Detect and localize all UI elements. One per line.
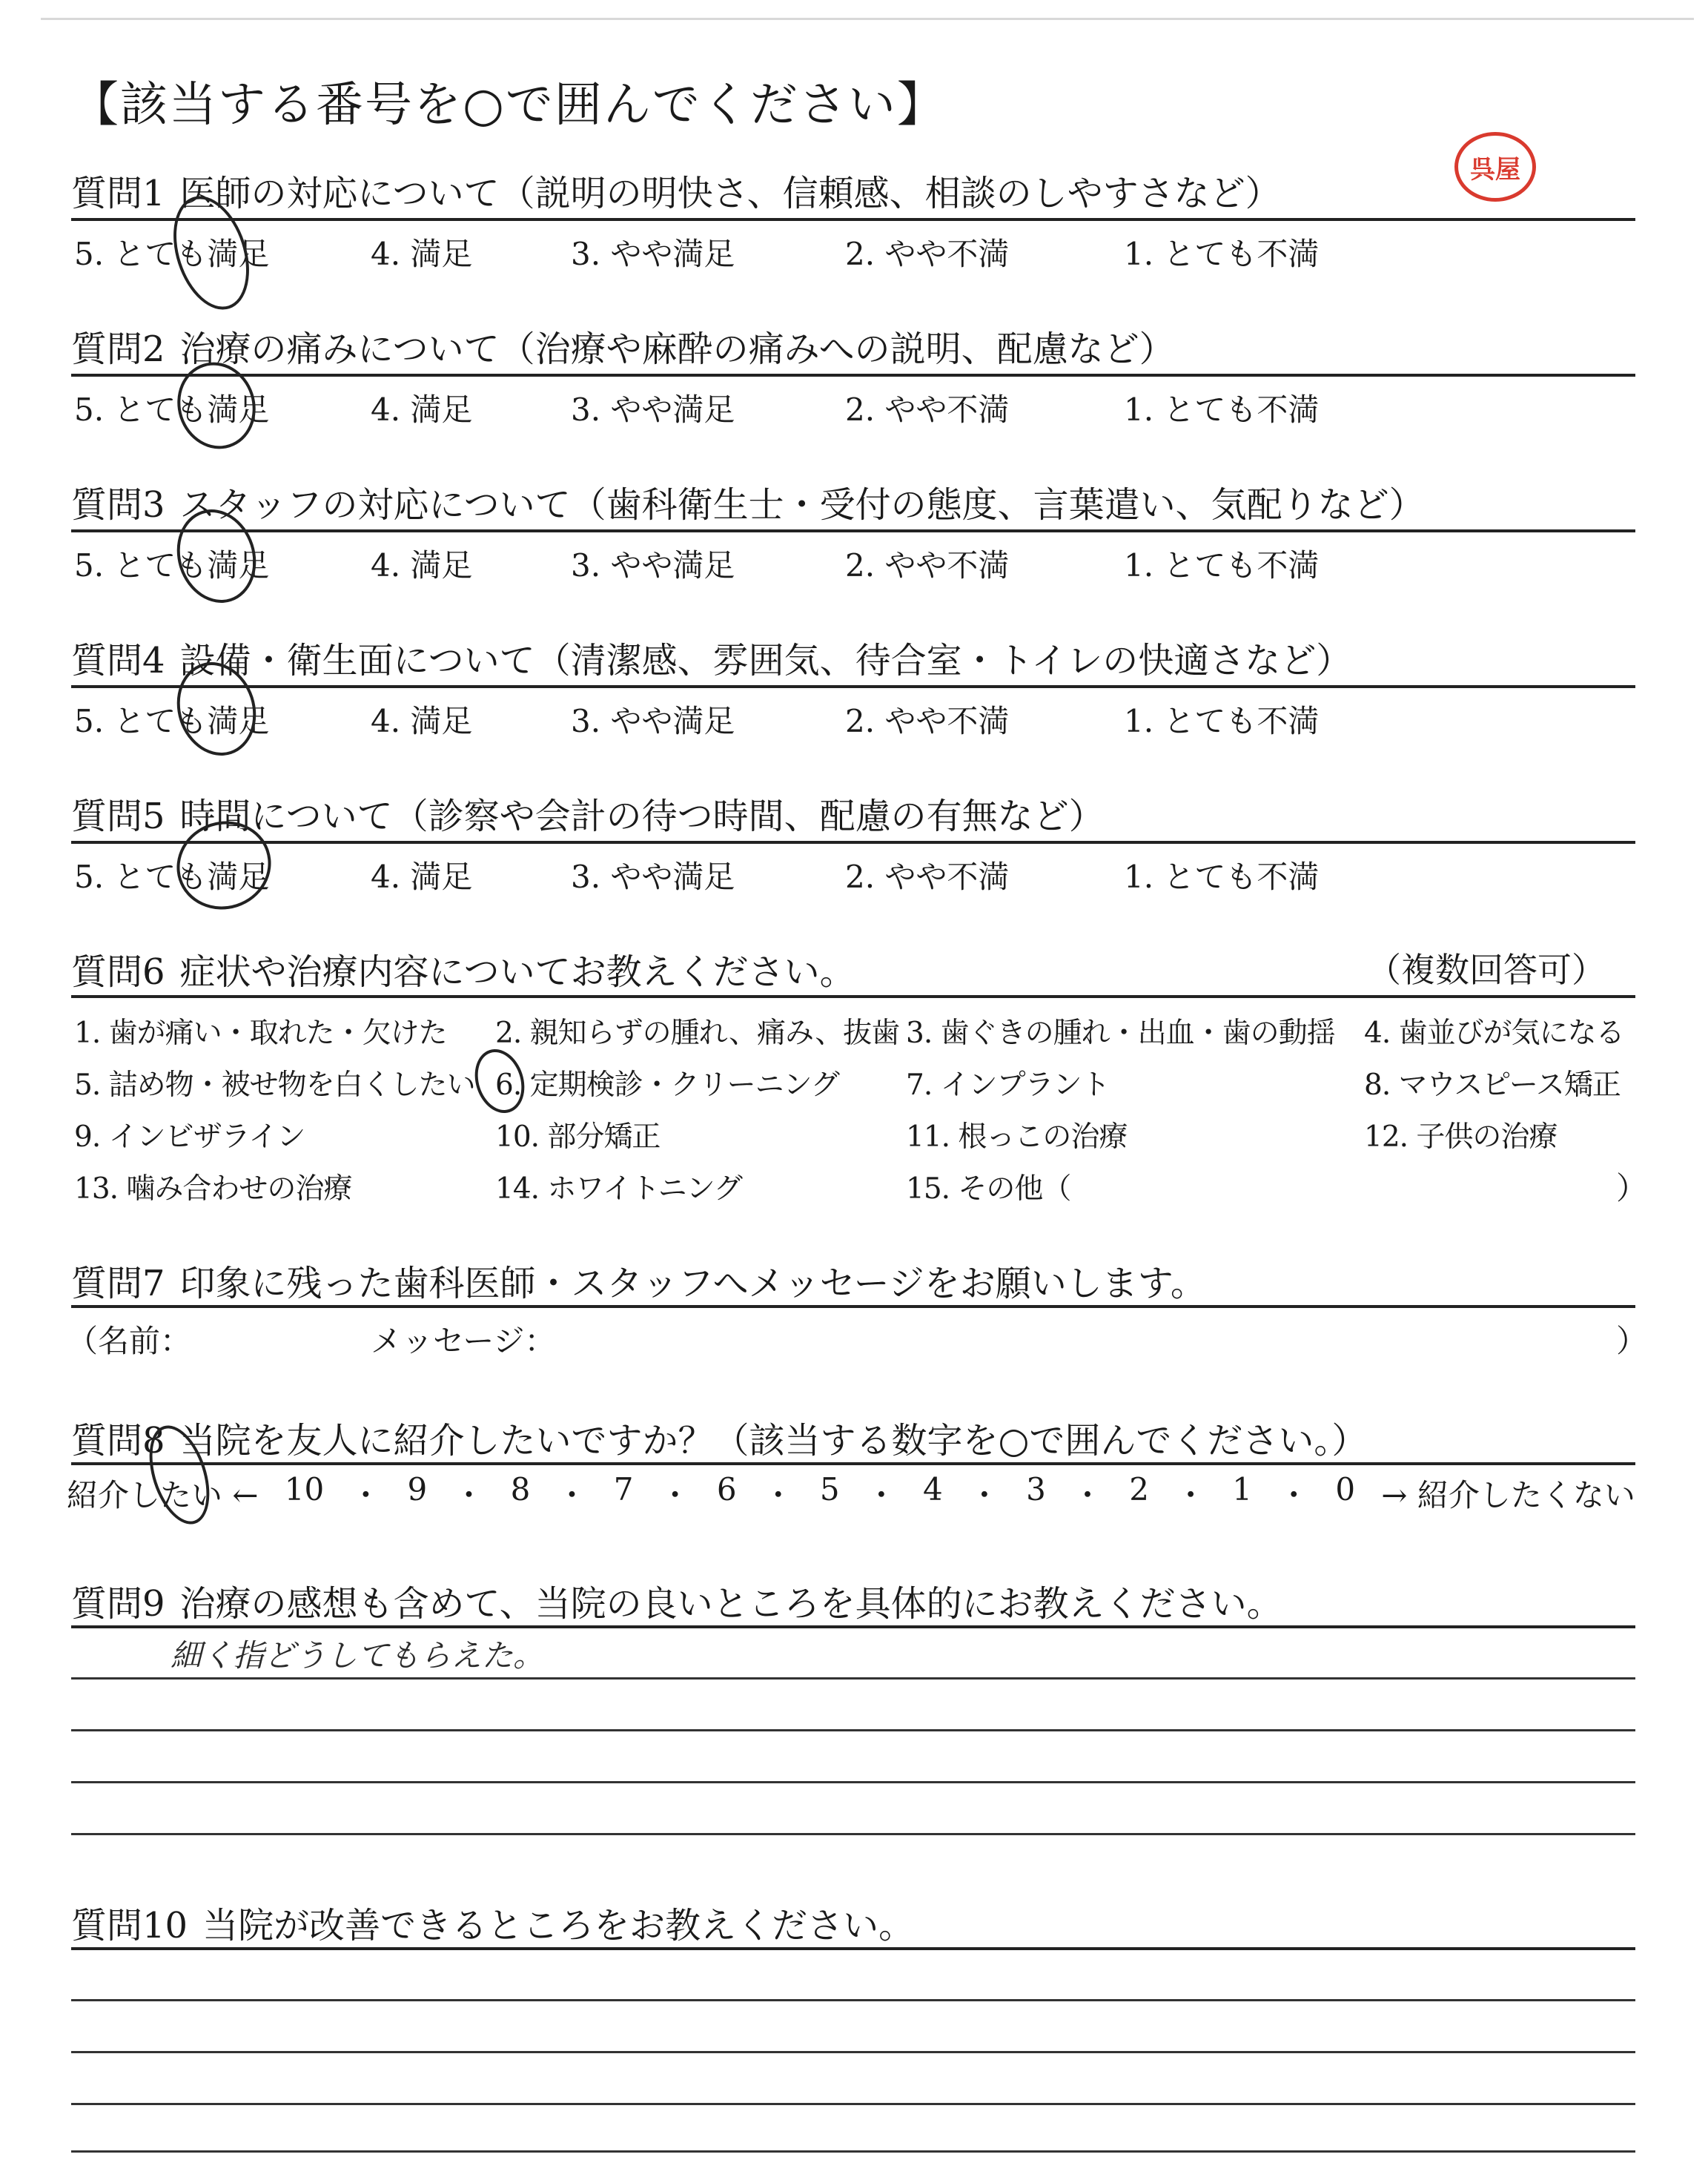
question-6: [71, 943, 855, 994]
question-rule: [71, 1462, 1635, 1465]
option-5[interactable]: 5. とても満足: [74, 392, 270, 428]
option-5[interactable]: 5. とても満足: [74, 547, 270, 584]
treatment-item-6[interactable]: 6. 定期検診・クリーニング: [495, 1069, 839, 1102]
question-rule: [71, 685, 1635, 688]
treatment-item-9[interactable]: 9. インビザライン: [74, 1120, 305, 1154]
treatment-item-3[interactable]: 3. 歯ぐきの腫れ・出血・歯の動揺: [906, 1017, 1335, 1050]
scale-dot: ・: [659, 1477, 691, 1513]
multiple-answer-note: （複数回答可）: [1367, 950, 1606, 990]
question-label: 質問10: [71, 1905, 188, 1946]
question-4: [71, 632, 1351, 683]
question-rule: [71, 1305, 1635, 1308]
name-seal-stamp: 呉屋: [1454, 132, 1536, 202]
option-3[interactable]: 3. やや満足: [571, 547, 735, 584]
scale-left-label: 紹介したい ←: [67, 1477, 259, 1513]
question-label: 質問4: [71, 640, 165, 681]
question-8: [71, 1412, 1367, 1463]
question-text: 時間について（診察や会計の待つ時間、配慮の有無など）: [179, 796, 1105, 837]
option-5[interactable]: 5. とても満足: [74, 859, 270, 895]
treatment-item-11[interactable]: 11. 根っこの治療: [906, 1120, 1128, 1154]
option-5[interactable]: 5. とても満足: [74, 703, 270, 739]
question-label: 質問7: [71, 1263, 165, 1304]
option-1[interactable]: 1. とても不満: [1124, 547, 1320, 584]
question-10: [71, 1897, 914, 1948]
treatment-item-8[interactable]: 8. マウスピース矯正: [1364, 1069, 1621, 1102]
question-text: 治療の痛みについて（治療や麻酔の痛みへの説明、配慮など）: [179, 328, 1175, 370]
treatment-item-15[interactable]: 15. その他（: [906, 1172, 1071, 1206]
scale-3[interactable]: 3: [1026, 1471, 1046, 1507]
scale-5[interactable]: 5: [819, 1471, 840, 1507]
writing-line: [71, 1677, 1635, 1680]
writing-line: [71, 2150, 1635, 2153]
scale-right-label: → 紹介したくない: [1381, 1477, 1635, 1513]
option-2[interactable]: 2. やや不満: [845, 703, 1010, 739]
option-1[interactable]: 1. とても不満: [1124, 392, 1320, 428]
option-4[interactable]: 4. 満足: [371, 392, 473, 428]
question-1: [71, 165, 1281, 216]
scale-dot: ・: [556, 1477, 588, 1513]
question-text: 症状や治療内容についてお教えください。: [179, 951, 855, 993]
treatment-item-10[interactable]: 10. 部分矯正: [495, 1120, 661, 1154]
scale-9[interactable]: 9: [407, 1471, 428, 1507]
scale-dot: ・: [1278, 1477, 1310, 1513]
question-text: スタッフの対応について（歯科衛生士・受付の態度、言葉遣い、気配りなど）: [179, 484, 1425, 526]
form-heading: 【該当する番号を○で囲んでください】: [71, 78, 946, 133]
question-rule: [71, 374, 1635, 377]
writing-line: [71, 1781, 1635, 1783]
option-5[interactable]: 5. とても満足: [74, 236, 270, 272]
option-1[interactable]: 1. とても不満: [1124, 859, 1320, 895]
scale-6[interactable]: 6: [716, 1471, 737, 1507]
question-7: [71, 1255, 1206, 1306]
handwritten-answer: 細く指どうしてもらえた。: [171, 1637, 545, 1674]
question-text: 当院を友人に紹介したいですか？（該当する数字を○で囲んでください。）: [179, 1420, 1368, 1462]
question-rule: [71, 1625, 1635, 1628]
answer-circle-mark: [467, 1043, 532, 1119]
treatment-item-7[interactable]: 7. インプラント: [906, 1069, 1110, 1102]
option-1[interactable]: 1. とても不満: [1124, 236, 1320, 272]
scale-dot: ・: [350, 1477, 382, 1513]
question-9: [71, 1575, 1282, 1626]
option-2[interactable]: 2. やや不満: [845, 392, 1010, 428]
writing-line: [71, 1729, 1635, 1731]
scale-dot: ・: [453, 1477, 485, 1513]
option-4[interactable]: 4. 満足: [371, 547, 473, 584]
question-label: 質問3: [71, 484, 165, 526]
question-rule: [71, 995, 1635, 998]
question-text: 設備・衛生面について（清潔感、雰囲気、待合室・トイレの快適さなど）: [179, 640, 1352, 681]
question-label: 質問5: [71, 796, 165, 837]
scale-dot: ・: [968, 1477, 1000, 1513]
scale-4[interactable]: 4: [923, 1471, 943, 1507]
treatment-item-2[interactable]: 2. 親知らずの腫れ、痛み、抜歯: [495, 1017, 900, 1050]
scale-dot: ・: [1175, 1477, 1207, 1513]
option-4[interactable]: 4. 満足: [371, 236, 473, 272]
question-2: [71, 320, 1175, 371]
message-close-paren: ）: [1616, 1323, 1648, 1359]
scale-dot: ・: [762, 1477, 794, 1513]
scale-7[interactable]: 7: [613, 1471, 634, 1507]
question-rule: [71, 218, 1635, 221]
top-edge-line: [41, 18, 1694, 20]
question-text: 当院が改善できるところをお教えください。: [202, 1905, 915, 1946]
scale-dot: ・: [1072, 1477, 1104, 1513]
writing-line: [71, 2051, 1635, 2053]
question-3: [71, 476, 1425, 527]
treatment-item-14[interactable]: 14. ホワイトニング: [495, 1172, 742, 1206]
writing-line: [71, 1833, 1635, 1835]
scale-0[interactable]: 0: [1335, 1471, 1356, 1507]
recommend-scale: [67, 1471, 1635, 1516]
writing-line: [71, 2103, 1635, 2105]
scale-10[interactable]: 10: [284, 1471, 325, 1507]
option-4[interactable]: 4. 満足: [371, 703, 473, 739]
message-field-label[interactable]: メッセージ：: [371, 1323, 556, 1359]
option-2[interactable]: 2. やや不満: [845, 236, 1010, 272]
option-2[interactable]: 2. やや不満: [845, 859, 1010, 895]
question-label: 質問2: [71, 328, 165, 370]
scale-1[interactable]: 1: [1232, 1471, 1253, 1507]
writing-line: [71, 1999, 1635, 2001]
treatment-item-13[interactable]: 13. 噛み合わせの治療: [74, 1172, 352, 1206]
question-text: 医師の対応について（説明の明快さ、信頼感、相談のしやすさなど）: [179, 173, 1281, 214]
question-rule: [71, 529, 1635, 532]
question-label: 質問6: [71, 951, 165, 993]
scale-8[interactable]: 8: [510, 1471, 531, 1507]
question-text: 印象に残った歯科医師・スタッフへメッセージをお願いします。: [179, 1263, 1206, 1304]
name-field-label[interactable]: （名前：: [67, 1323, 192, 1359]
other-close-paren: ）: [1616, 1170, 1648, 1206]
option-3[interactable]: 3. やや満足: [571, 236, 735, 272]
question-label: 質問1: [71, 173, 165, 214]
treatment-item-12[interactable]: 12. 子供の治療: [1364, 1120, 1558, 1154]
scale-dot: ・: [865, 1477, 897, 1513]
question-label: 質問9: [71, 1583, 165, 1625]
question-rule: [71, 841, 1635, 844]
question-text: 治療の感想も含めて、当院の良いところを具体的にお教えください。: [179, 1583, 1282, 1625]
option-3[interactable]: 3. やや満足: [571, 859, 735, 895]
treatment-item-1[interactable]: 1. 歯が痛い・取れた・欠けた: [74, 1017, 447, 1050]
option-3[interactable]: 3. やや満足: [571, 392, 735, 428]
option-3[interactable]: 3. やや満足: [571, 703, 735, 739]
treatment-item-4[interactable]: 4. 歯並びが気になる: [1364, 1017, 1624, 1050]
question-rule: [71, 1947, 1635, 1950]
option-1[interactable]: 1. とても不満: [1124, 703, 1320, 739]
scale-2[interactable]: 2: [1129, 1471, 1149, 1507]
question-label: 質問8: [71, 1420, 165, 1462]
option-2[interactable]: 2. やや不満: [845, 547, 1010, 584]
treatment-item-5[interactable]: 5. 詰め物・被せ物を白くしたい: [74, 1069, 475, 1102]
option-4[interactable]: 4. 満足: [371, 859, 473, 895]
